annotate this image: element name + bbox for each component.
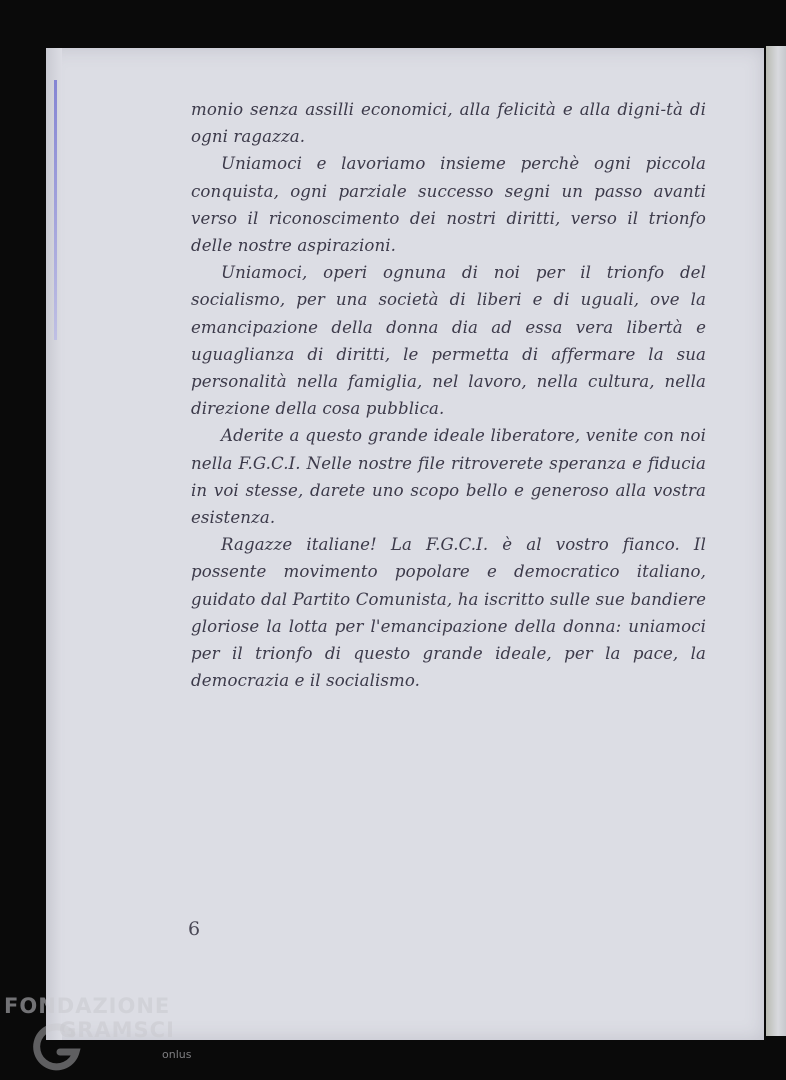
- binding-ink-mark: [54, 80, 57, 340]
- page-number: 6: [188, 918, 201, 940]
- watermark-suffix: onlus: [162, 1048, 192, 1061]
- watermark-line-2: GRAMSCI: [59, 1018, 175, 1042]
- adjacent-page-edge: [766, 46, 786, 1036]
- watermark-line-1: FONDAZIONE: [4, 994, 171, 1018]
- paragraph-uniamoci-lavoriamo: Uniamoci e lavoriamo insieme perchè ogni piccola conquista, ogni parziale successo segni un passo avanti verso il riconoscimento dei nostri diritti, verso il trionfo delle nostre aspirazioni.: [191, 154, 706, 256]
- paragraph-ragazze-italiane: Ragazze italiane! La F.G.C.I. è al vostro fianco. Il possente movimento popolare e democratico italiano, guidato dal Partito Comunista, ha iscritto sulle sue bandiere gloriose la lotta per l'emancipazione della donna: uniamoci per il trionfo di questo grande ideale, per la pace, la democrazia e il socialismo.: [191, 535, 706, 691]
- body-text: [191, 96, 706, 694]
- fondazione-gramsci-watermark: [4, 994, 204, 1074]
- paragraph-aderite: Aderite a questo grande ideale liberatore, venite con noi nella F.G.C.I. Nelle nostre file ritroverete speranza e fiducia in voi stesse, darete uno scopo bello e generoso alla vostra esistenza.: [191, 426, 706, 528]
- paragraph-uniamoci-socialismo: Uniamoci, operi ognuna di noi per il trionfo del socialismo, per una società di liberi e di uguali, ove la emancipazione della donna dia ad essa vera libertà e uguaglianza di diritti, le permetta di affermare la sua personalità nella famiglia, nel lavoro, nella cultura, nella direzione della cosa pubblica.: [191, 263, 706, 419]
- paragraph-continuation: monio senza assilli economici, alla felicità e alla digni-tà di ogni ragazza.: [191, 100, 706, 147]
